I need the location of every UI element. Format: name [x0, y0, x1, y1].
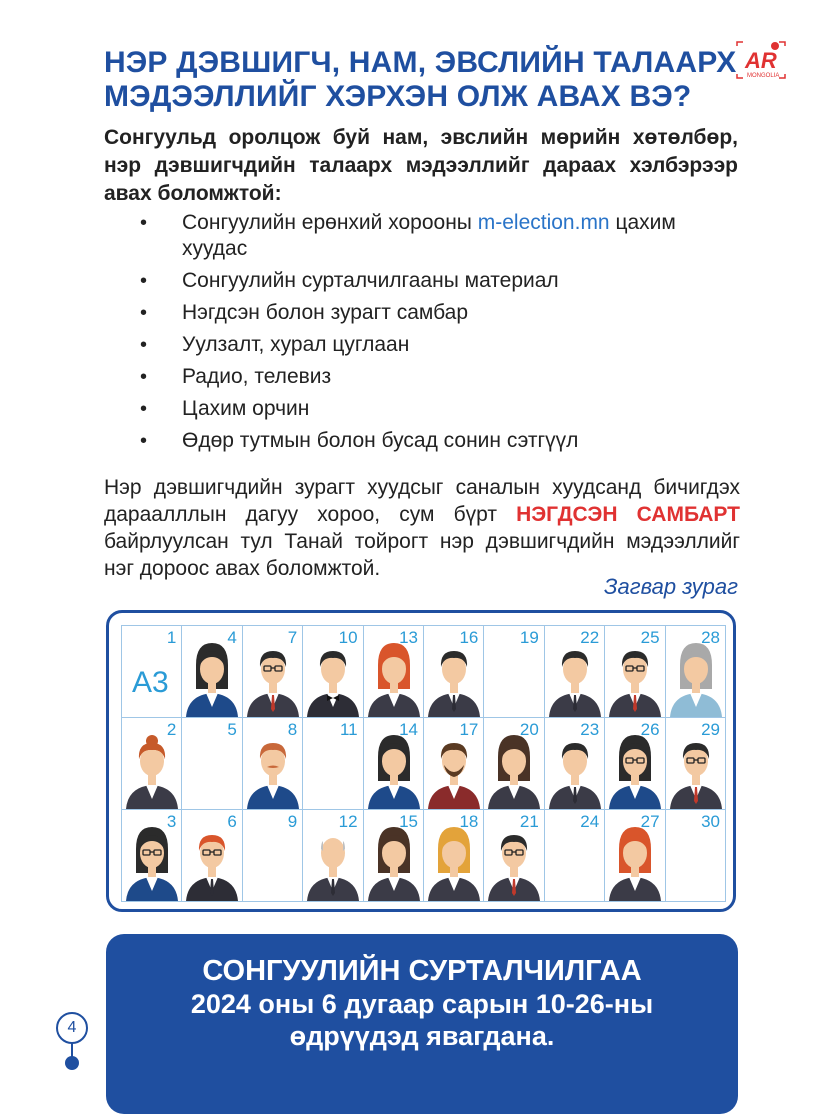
board-cell	[545, 626, 605, 718]
board-cell	[605, 626, 665, 718]
board-cell	[424, 810, 484, 902]
board-cell	[666, 718, 726, 810]
cell-number: 1	[166, 628, 177, 647]
cell-number: 7	[287, 628, 298, 647]
board-cell	[605, 718, 665, 810]
candidate-grid	[121, 625, 726, 902]
candidate-avatar	[243, 635, 303, 717]
candidate-avatar	[122, 819, 182, 901]
svg-text:MONGOLIA: MONGOLIA	[747, 73, 780, 79]
candidate-avatar	[182, 635, 242, 717]
candidate-avatar	[424, 635, 484, 717]
board-cell	[545, 810, 605, 902]
cell-number: 26	[640, 720, 660, 739]
list-item: • Өдөр тутмын болон бусад сонин сэтгүүл	[140, 429, 579, 452]
cell-number: 3	[166, 812, 177, 831]
list-item: • Цахим орчин	[140, 397, 310, 420]
candidate-avatar	[605, 727, 665, 809]
cell-number: 4	[227, 628, 237, 647]
cell-number: 5	[227, 720, 237, 739]
board-cell	[364, 718, 424, 810]
candidate-avatar	[666, 727, 726, 809]
candidate-avatar	[484, 727, 544, 809]
candidate-avatar	[545, 635, 605, 717]
candidate-avatar	[364, 819, 424, 901]
board-cell	[122, 626, 182, 718]
board-cell	[182, 810, 242, 902]
list-item: • Нэгдсэн болон зурагт самбар	[140, 301, 468, 324]
cell-number: 17	[459, 720, 479, 739]
page-number-marker	[56, 1012, 88, 1068]
candidate-avatar	[484, 819, 544, 901]
ar-mongolia-logo	[735, 40, 787, 82]
candidate-avatar	[303, 635, 363, 717]
cell-number: 28	[701, 628, 720, 647]
page-title-line-2: МЭДЭЭЛЛИЙГ ХЭРХЭН ОЛЖ АВАХ ВЭ?	[104, 80, 692, 113]
page-title-line-1: НЭР ДЭВШИГЧ, НАМ, ЭВСЛИЙН ТАЛААРХ	[104, 46, 737, 79]
candidate-avatar	[605, 819, 665, 901]
cell-number: 18	[459, 812, 479, 831]
banner-heading: СОНГУУЛИЙН СУРТАЛЧИЛГАА	[202, 955, 642, 987]
banner-dates: 2024 оны 6 дугаар сарын 10-26-ны	[190, 989, 654, 1019]
cell-number: 23	[580, 720, 600, 739]
board-cell	[545, 718, 605, 810]
board-cell	[484, 626, 544, 718]
candidate-avatar	[364, 727, 424, 809]
paper-size-label: A3	[132, 666, 169, 699]
board-cell	[243, 810, 303, 902]
sample-image-label: Загвар зураг	[604, 574, 738, 599]
list-item: • Радио, телевиз	[140, 365, 332, 388]
board-cell	[182, 626, 242, 718]
board-cell	[303, 626, 363, 718]
info-source-list	[140, 210, 740, 460]
list-item: • Уулзалт, хурал цуглаан	[140, 333, 410, 356]
candidate-avatar	[666, 635, 726, 717]
campaign-period-banner	[106, 934, 738, 1114]
unified-board-highlight: НЭГДСЭН САМБАРТ	[516, 503, 740, 526]
candidate-avatar	[605, 635, 665, 717]
cell-number: 14	[399, 720, 418, 739]
board-cell	[182, 718, 242, 810]
banner-note: өдрүүдэд явагдана.	[289, 1021, 555, 1051]
board-cell	[424, 626, 484, 718]
intro-text: Сонгуульд оролцож буй нам, эвслийн мөрийн хөтөлбөр, нэр дэвшигчдийн талаарх мэдээллийг дараах хэлбэрээр авах боломжтой:	[104, 126, 738, 205]
board-cell	[484, 810, 544, 902]
board-cell	[605, 810, 665, 902]
cell-number: 10	[338, 628, 358, 647]
board-cell	[424, 718, 484, 810]
board-cell	[243, 718, 303, 810]
board-description: Нэр дэвшигчдийн зурагт хуудсыг саналын хуудсанд бичигдэх дараалллын дагуу хороо, сум бүрт НЭГДСЭН САМБАРТ байрлуулсан тул Танай тойрогт нэр дэвшигчдийн мэдээллийг нэг дороос авах боломжтой.	[104, 476, 740, 580]
board-cell	[484, 718, 544, 810]
candidate-avatar	[424, 819, 484, 901]
board-cell	[666, 626, 726, 718]
board-cell	[303, 718, 363, 810]
cell-number: 24	[580, 812, 600, 831]
cell-number: 30	[701, 812, 720, 831]
cell-number: 12	[338, 812, 358, 831]
cell-number: 15	[399, 812, 418, 831]
cell-number: 2	[166, 720, 177, 739]
cell-number: 16	[459, 628, 479, 647]
board-cell	[122, 718, 182, 810]
cell-number: 19	[519, 628, 539, 647]
cell-number: 11	[339, 720, 358, 739]
board-cell	[303, 810, 363, 902]
candidate-avatar	[182, 819, 242, 901]
candidate-avatar	[364, 635, 424, 717]
candidate-avatar	[424, 727, 484, 809]
cell-number: 22	[580, 628, 600, 647]
candidate-avatar	[243, 727, 303, 809]
list-item: • Сонгуулийн ерөнхий хорооны m-election.mn цахим хуудас	[140, 211, 676, 260]
cell-number: 21	[519, 812, 539, 831]
page-number: 4	[56, 1012, 88, 1044]
cell-number: 9	[287, 812, 298, 831]
cell-number: 8	[287, 720, 298, 739]
board-cell	[364, 810, 424, 902]
cell-number: 6	[227, 812, 237, 831]
svg-text:AR: AR	[745, 48, 777, 73]
cell-number: 20	[519, 720, 539, 739]
election-website-link[interactable]: m-election.mn	[477, 211, 610, 234]
candidate-avatar	[545, 727, 605, 809]
board-cell	[666, 810, 726, 902]
candidate-board	[106, 610, 736, 912]
candidate-avatar	[303, 819, 363, 901]
cell-number: 27	[640, 812, 660, 831]
cell-number: 13	[399, 628, 418, 647]
page-title	[104, 46, 737, 114]
board-cell	[364, 626, 424, 718]
list-item: • Сонгуулийн сурталчилгааны материал	[140, 269, 559, 292]
board-cell	[122, 810, 182, 902]
cell-number: 25	[640, 628, 660, 647]
board-cell	[243, 626, 303, 718]
candidate-avatar	[122, 727, 182, 809]
cell-number: 29	[701, 720, 720, 739]
